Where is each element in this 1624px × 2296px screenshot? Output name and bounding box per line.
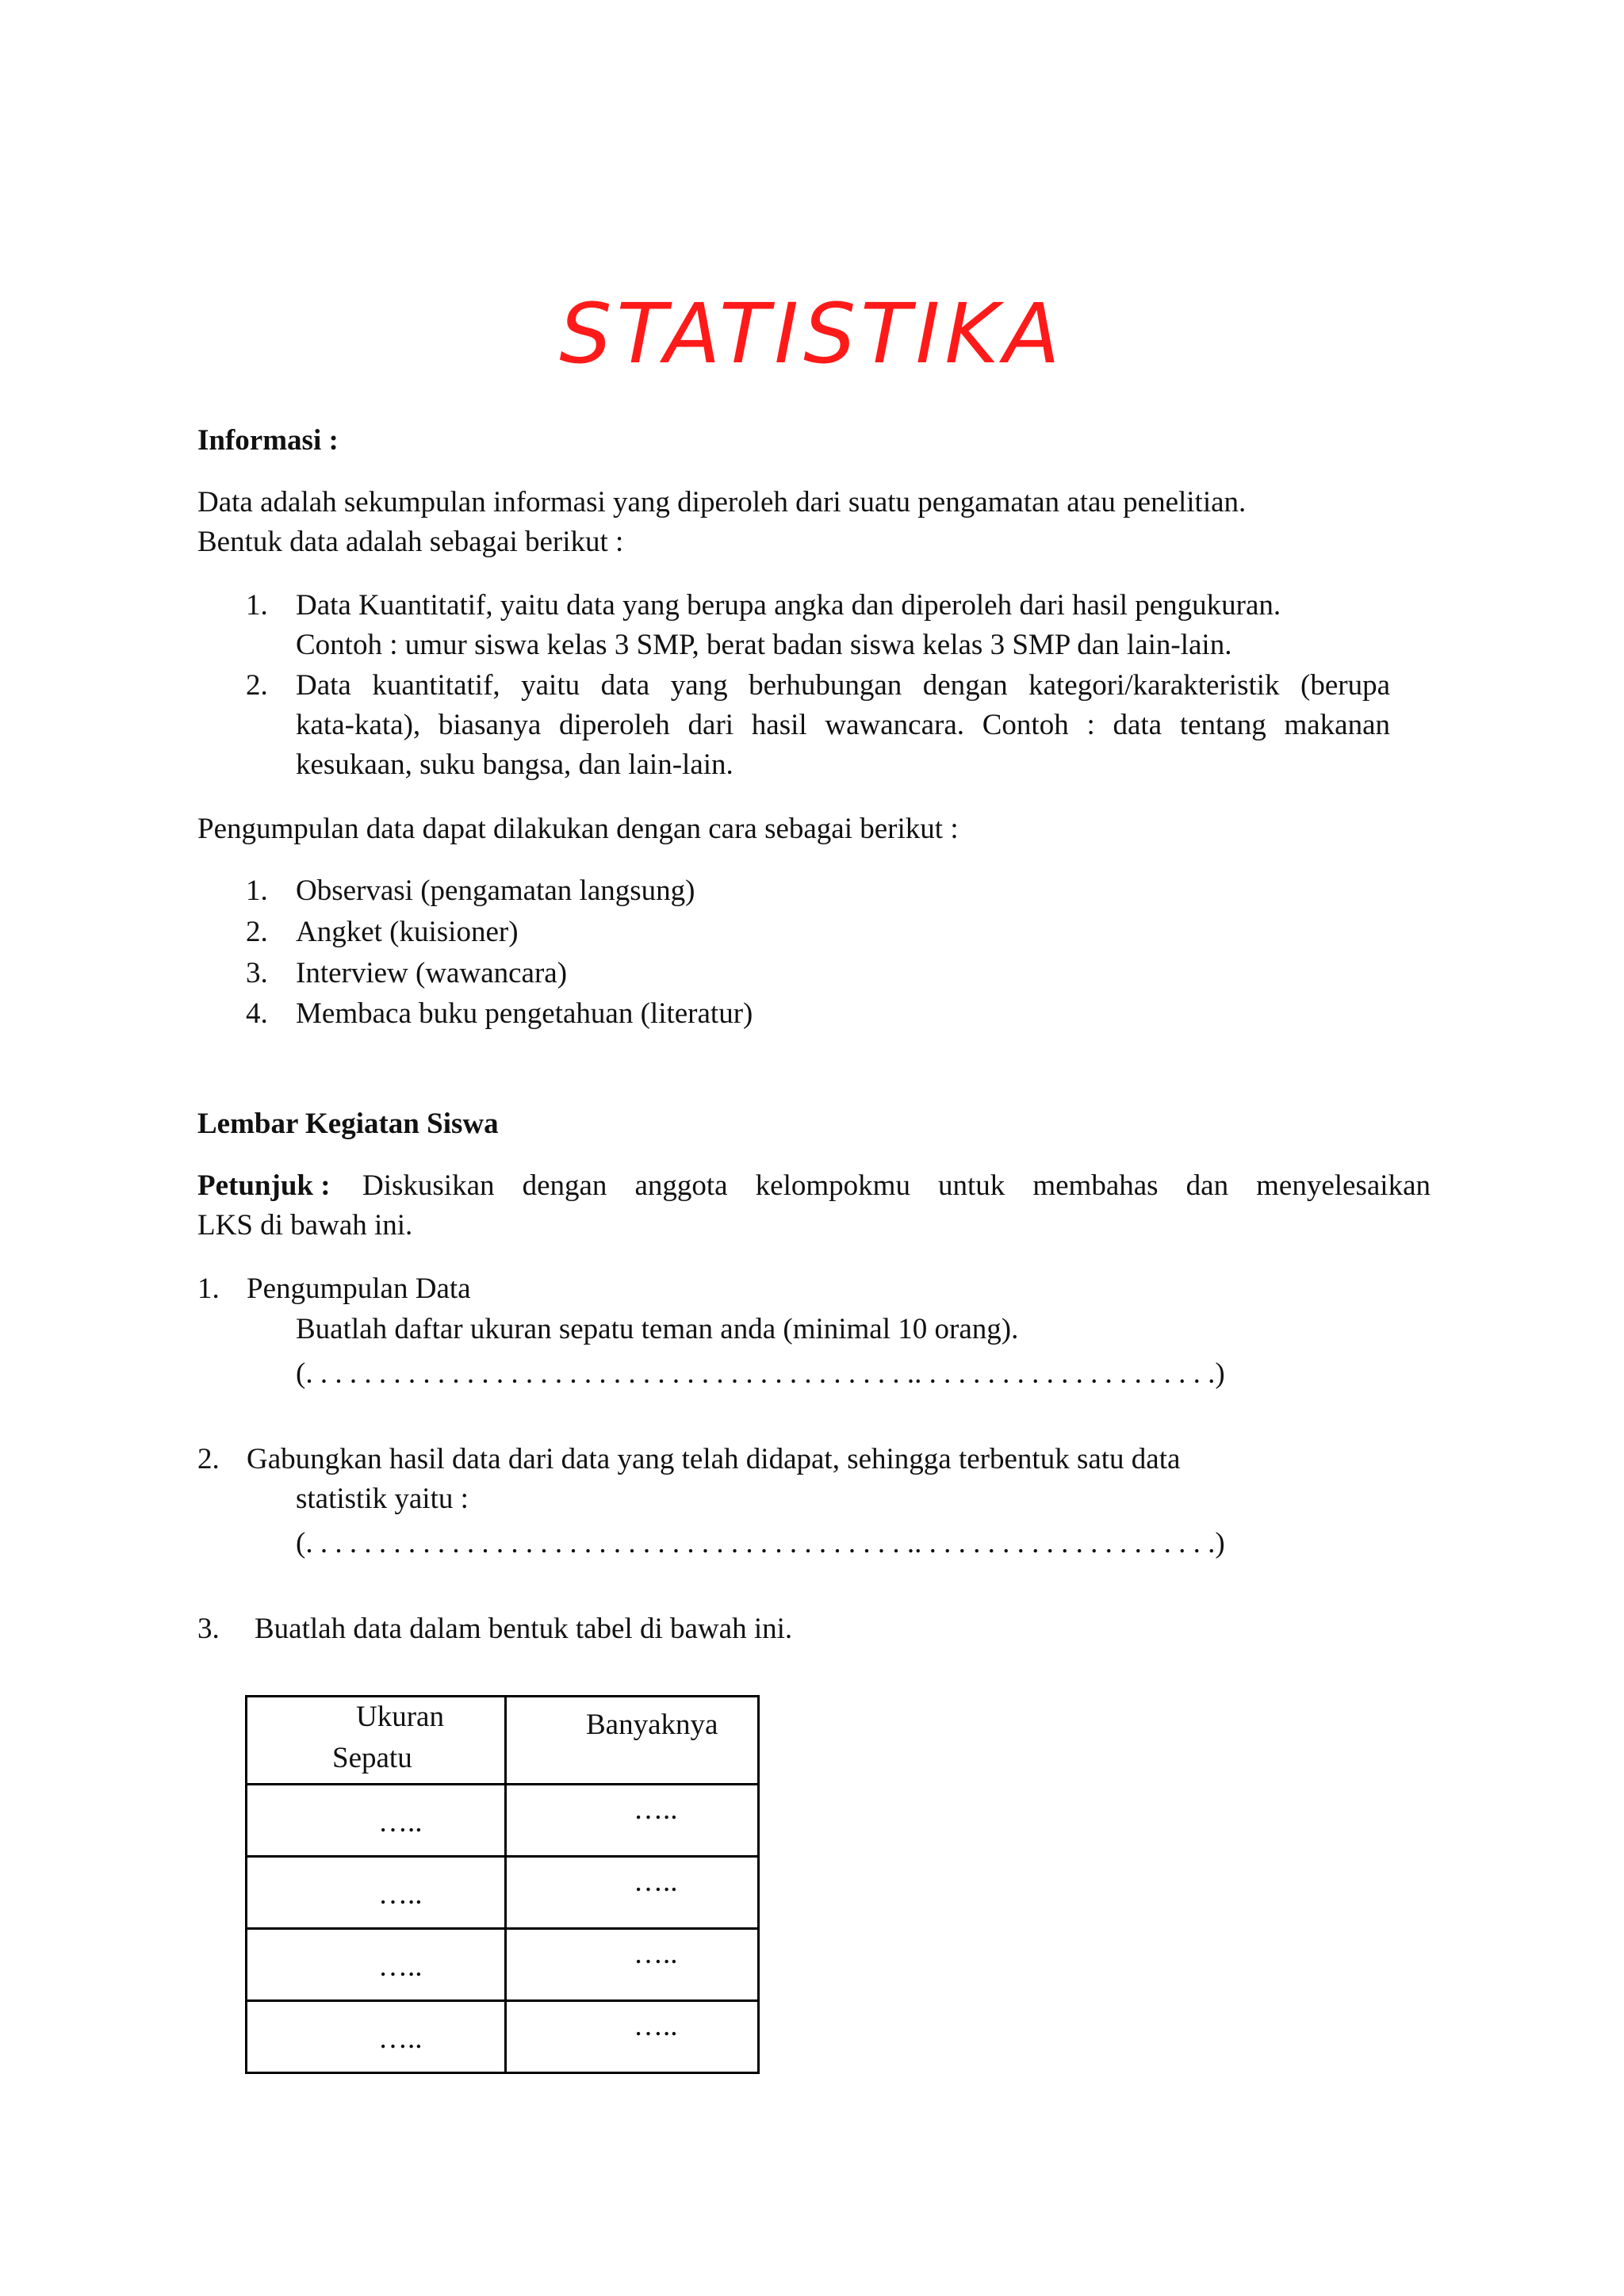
data-type-2-line-1: Data kuantitatif, yaitu data yang berhubungan dengan kategori/karakteristik (berupa <box>296 669 1390 702</box>
table-cell <box>247 1929 506 2001</box>
cell-placeholder: ….. <box>378 2022 423 2055</box>
informasi-intro-line-2: Bentuk data adalah sebagai berikut : <box>197 526 624 558</box>
task-1-answer-blank: (. . . . . . . . . . . . . . . . . . . . . . . . . . . . . . . . . . . . . . . . . .. . . . . . . . . . . . . . . . . . . . .) <box>296 1357 1225 1390</box>
task-number: 1. <box>197 1272 220 1305</box>
list-item-number: 3. <box>246 957 268 989</box>
cell-placeholder: ….. <box>378 1878 423 1911</box>
header-text: Banyaknya <box>586 1709 718 1741</box>
table-cell <box>247 2001 506 2073</box>
table-cell <box>247 1785 506 1857</box>
shoe-size-table <box>245 1695 760 2074</box>
cell-placeholder: ….. <box>634 1938 678 1970</box>
data-type-1-line-2: Contoh : umur siswa kelas 3 SMP, berat badan siswa kelas 3 SMP dan lain-lain. <box>296 629 1232 661</box>
table-row <box>247 1857 759 1929</box>
lks-heading: Lembar Kegiatan Siswa <box>197 1108 499 1140</box>
task-2-instruction: statistik yaitu : <box>296 1483 469 1515</box>
list-item-number: 1. <box>246 589 268 622</box>
cell-placeholder: ….. <box>378 1806 423 1839</box>
list-item: Angket (kuisioner) <box>296 916 519 948</box>
list-item-number: 2. <box>246 669 268 702</box>
task-number: 2. <box>197 1443 220 1475</box>
cell-placeholder: ….. <box>634 1793 678 1826</box>
list-item: Membaca buku pengetahuan (literatur) <box>296 997 753 1030</box>
petunjuk-label: Petunjuk : <box>197 1169 331 1202</box>
data-type-1-line-1: Data Kuantitatif, yaitu data yang berupa angka dan diperoleh dari hasil pengukuran. <box>296 589 1281 622</box>
table-cell <box>506 1929 759 2001</box>
table-row <box>247 1929 759 2001</box>
table-cell <box>506 1785 759 1857</box>
list-item: Interview (wawancara) <box>296 957 568 989</box>
task-number: 3. <box>197 1613 220 1645</box>
table-row <box>247 2001 759 2073</box>
petunjuk-text-line-2: LKS di bawah ini. <box>197 1209 413 1242</box>
table-cell <box>506 1857 759 1929</box>
header-cell-ukuran-sepatu <box>247 1697 506 1785</box>
cell-placeholder: ….. <box>634 2010 678 2042</box>
header-cell-banyaknya <box>506 1697 759 1785</box>
list-item-number: 4. <box>246 997 268 1030</box>
collection-intro: Pengumpulan data dapat dilakukan dengan cara sebagai berikut : <box>197 813 959 845</box>
list-item-number: 2. <box>246 916 268 948</box>
table-row <box>247 1785 759 1857</box>
petunjuk-text-line-1: Diskusikan dengan anggota kelompokmu untuk membahas dan menyelesaikan <box>362 1169 1431 1202</box>
header-text-line-1: Ukuran <box>356 1701 444 1733</box>
table-cell <box>506 2001 759 2073</box>
page-title: STATISTIKA <box>559 285 1065 382</box>
list-item: Observasi (pengamatan langsung) <box>296 874 695 907</box>
data-type-2-line-2: kata-kata), biasanya diperoleh dari hasil wawancara. Contoh : data tentang makanan <box>296 709 1390 741</box>
task-2-title: Gabungkan hasil data dari data yang telah didapat, sehingga terbentuk satu data <box>247 1443 1181 1475</box>
informasi-heading: Informasi : <box>197 424 339 457</box>
task-1-title: Pengumpulan Data <box>247 1272 471 1305</box>
list-item-number: 1. <box>246 874 268 907</box>
table-cell <box>247 1857 506 1929</box>
task-1-instruction: Buatlah daftar ukuran sepatu teman anda (minimal 10 orang). <box>296 1313 1019 1345</box>
cell-placeholder: ….. <box>378 1950 423 1983</box>
informasi-intro-line-1: Data adalah sekumpulan informasi yang diperoleh dari suatu pengamatan atau penelitian. <box>197 486 1247 519</box>
task-3-title: Buatlah data dalam bentuk tabel di bawah ini. <box>255 1613 793 1645</box>
task-2-answer-blank: (. . . . . . . . . . . . . . . . . . . . . . . . . . . . . . . . . . . . . . . . . .. . . . . . . . . . . . . . . . . . . . .) <box>296 1527 1225 1559</box>
cell-placeholder: ….. <box>634 1866 678 1898</box>
header-text-line-2: Sepatu <box>332 1742 412 1774</box>
data-type-2-line-3: kesukaan, suku bangsa, dan lain-lain. <box>296 748 733 781</box>
table-header-row <box>247 1697 759 1785</box>
